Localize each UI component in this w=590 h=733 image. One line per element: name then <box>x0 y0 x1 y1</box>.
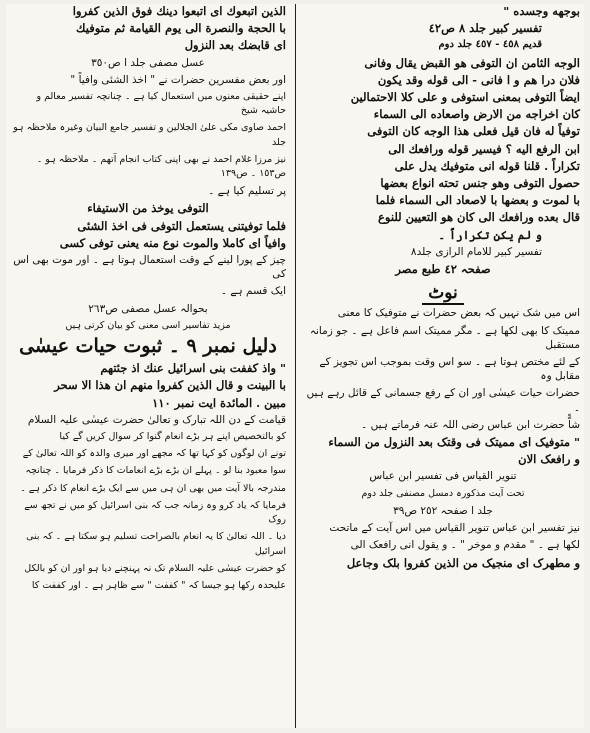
text-line: ايضاً التوفى بمعنى استوفى و على كلا الاحتمالين <box>350 90 580 105</box>
text-line: بوجهه وجسده " <box>503 4 580 18</box>
reference-line: جلد ا صفحہ ٢٥٢ ص٣٩ <box>393 504 493 517</box>
text-line: وافیاً ای کاملا والموت نوع منه یعنی توفی کسی <box>59 235 286 250</box>
text-line: تونے ان لوگوں کو کہا تھا کہ مجھے اور میری والدہ کو اللہ تعالیٰ کے <box>22 448 286 460</box>
left-column <box>10 4 286 728</box>
text-line: تكراراً . قلنا قوله انى متوفيك يدل على <box>394 158 580 173</box>
note-heading <box>306 283 580 304</box>
text-line: قال بعده ورافعك الى كان هو التعيين للنوع <box>378 210 580 225</box>
text-line: فرمایا کہ یاد کرو وہ زمانہ جب کہ بنی اسرائیل کو میں نے تجھ سے روک <box>24 499 286 526</box>
text-line: اس میں شک نہیں کہ بعض حضرات نے متوفیک کا معنی <box>337 307 580 320</box>
text-line: کو بالتخصیص اپنے ہر بڑے انعام گنوا کر سوال کریں گے کیا <box>59 431 286 443</box>
column-divider <box>295 4 296 728</box>
text-line: " واذ كففت بنی اسرائيل عنك اذ جئتهم <box>100 361 286 376</box>
reference-line: بحوالہ عسل مصفی ص٢٦٣ <box>88 302 208 315</box>
text-line: کو حضرت عیسٰی علیہ السلام تک نہ پہنچنے دیا ہو اور ان کو بالکل <box>24 562 286 574</box>
text-line: الوجه الثامن ان التوفى هو القبض يقال وفانى <box>364 55 580 70</box>
text-line: كان اخراجه من الارض واصعاده الى السماء <box>373 107 580 122</box>
note-title: نوٹ <box>422 283 464 305</box>
text-line: پر تسلیم کیا ہے ۔ <box>208 185 286 198</box>
text-line: شاًّ حضرت ابن عباس رضی اللہ عنہ فرماتے ہیں ۔ <box>361 418 580 431</box>
text-line: حضرات حیات عیسٰی اور ان کے رفع جسمانی کے قائل رہے ہیں ۔ <box>306 387 580 414</box>
text-line: ممیتک کا بھی لکھا ہے ۔ مگر ممیتک اسم فاعل ہے ۔ جو زمانہ مستقبل <box>309 324 580 351</box>
text-line: فلان درا هم و ا فانى - الى قوله وقد يكون <box>377 72 580 87</box>
reference-line: تفسیر کبیر للامام الرازی جلد۸ <box>410 245 542 258</box>
text-line: مزید تفاسیر اسی معنی کو بیان کرتی ہیں <box>65 319 231 331</box>
reference-line: صفحہ ٤٢ طبع مصر <box>395 262 491 277</box>
text-line: فلما توفیتنی یستعمل التوفی فی اخذ الشئی <box>77 218 286 233</box>
text-line: علیحدہ رکھا ہو جیسا کہ " کففت " سے ظاہر ہے ۔ اور کففت کا <box>31 579 286 591</box>
text-line: با لموت و بعضها با لاصعاد الى السماء فلما <box>375 193 580 208</box>
text-line: اى قابضك بعد النزول <box>184 38 286 53</box>
text-line: لکھا ہے ۔ " مقدم و موخر " ۔ و یقول انی رافعک الی <box>350 539 580 552</box>
text-line: اور بعض مفسرین حضرات نے " اخذ الشئی وافیاً " <box>70 73 286 86</box>
text-line: توفياً له فان قيل فعلى هذا الوجه كان التوفى <box>367 124 580 139</box>
right-column <box>306 4 580 728</box>
text-line: چیز کے پورا لینے کے وقت استعمال ہوتا ہے ۔ اور موت بھی اس کی <box>13 254 286 281</box>
text-line: مبين . المائدة ايت نمبر ١١٠ <box>152 395 286 410</box>
text-line: سوا معبود بنا لو ۔ پہلے ان بڑے بڑے انعامات کا ذکر فرمایا ۔ چنانچہ <box>25 465 286 477</box>
text-line: نیز تفسیر ابن عباس تنویر القیاس میں اس آیت کے ماتحت <box>329 522 580 535</box>
reference-line: تحت آیت مذکورہ دمسل مصنفی جلد دوم <box>361 487 525 499</box>
reference-line: تفسير كبير جلد ٨ ص٤٢ <box>428 21 542 36</box>
text-line: الذين اتبعوك اى اتبعوا دينك فوق الذين كفروا <box>72 4 286 18</box>
reference-line: عسل مصفى جلد ا ص٣٥٠ <box>91 56 205 69</box>
text-line: با الحجة والنصرة الى يوم القيامة ثم متوفيك <box>76 21 286 36</box>
text-line: نیز مرزا غلام احمد نے بھی اپنی کتاب انجام آتھم ۔ ملاحظہ ہو ۔ ص١٥٣ ۔ ص١٣٩ <box>36 153 286 180</box>
text-line: اپنے حقیقی معنوں میں استعمال کیا ہے ۔ چنانچہ تفسیر معالم و حاشیہ شیخ <box>36 91 286 117</box>
text-line: با البينت و قال الذين كفروا منهم ان هذا الا سحر <box>54 378 286 393</box>
reference-line: تنویر القیاس فی تفسیر ابن عباس <box>369 470 517 483</box>
text-line: ابن الرفع اليه ؟ فيسير قوله ورافعك الى <box>388 141 580 156</box>
reference-line: قديم ٤٥٨ - ٤٥٧ جلد دوم <box>438 39 542 51</box>
scanned-page <box>6 4 584 728</box>
text-line: و لم يكن تكراراً ۔ <box>438 227 542 242</box>
text-line: " متوفیک ای ممیتک فی وقتک بعد النزول من السماء <box>328 435 580 450</box>
text-line: مندرجہ بالا آیت میں بھی ان ہی میں سے ایک بڑے انعام کا ذکر ہے ۔ <box>20 482 286 494</box>
text-line: کے لئے مختص ہوتا ہے ۔ سو اس وقت بموجب اس تجویز کے مقابل وہ <box>319 356 580 383</box>
text-line: و رافعک الان <box>518 452 580 467</box>
text-line: حصول التوفى وهو جنس تحته انواع بعضها <box>380 176 580 191</box>
text-line: احمد صاوی مکی علیٰ الجلالین و تفسیر جامع البیان وغیرہ ملاحظہ ہو جلد <box>13 122 286 148</box>
text-line: قیامت کے دن اللہ تبارک و تعالیٰ حضرت عیسٰی علیہ السلام <box>27 413 286 426</box>
subheading: التوفی یوخذ من الاستیفاء <box>87 201 209 216</box>
section-heading: دلیل نمبر ۹ ۔ ثبوت حیات عیسٰی <box>19 335 277 358</box>
text-line: و مطهرک ای منجیک من الذین کفروا بلک وجاعل <box>346 555 580 570</box>
text-line: ایک قسم ہے ۔ <box>220 285 286 298</box>
text-line: دیا ۔ اللہ تعالیٰ کا یہ انعام بالصراحت تسلیم ہو سکتا ہے ۔ کہ بنی اسرائیل <box>26 531 286 557</box>
